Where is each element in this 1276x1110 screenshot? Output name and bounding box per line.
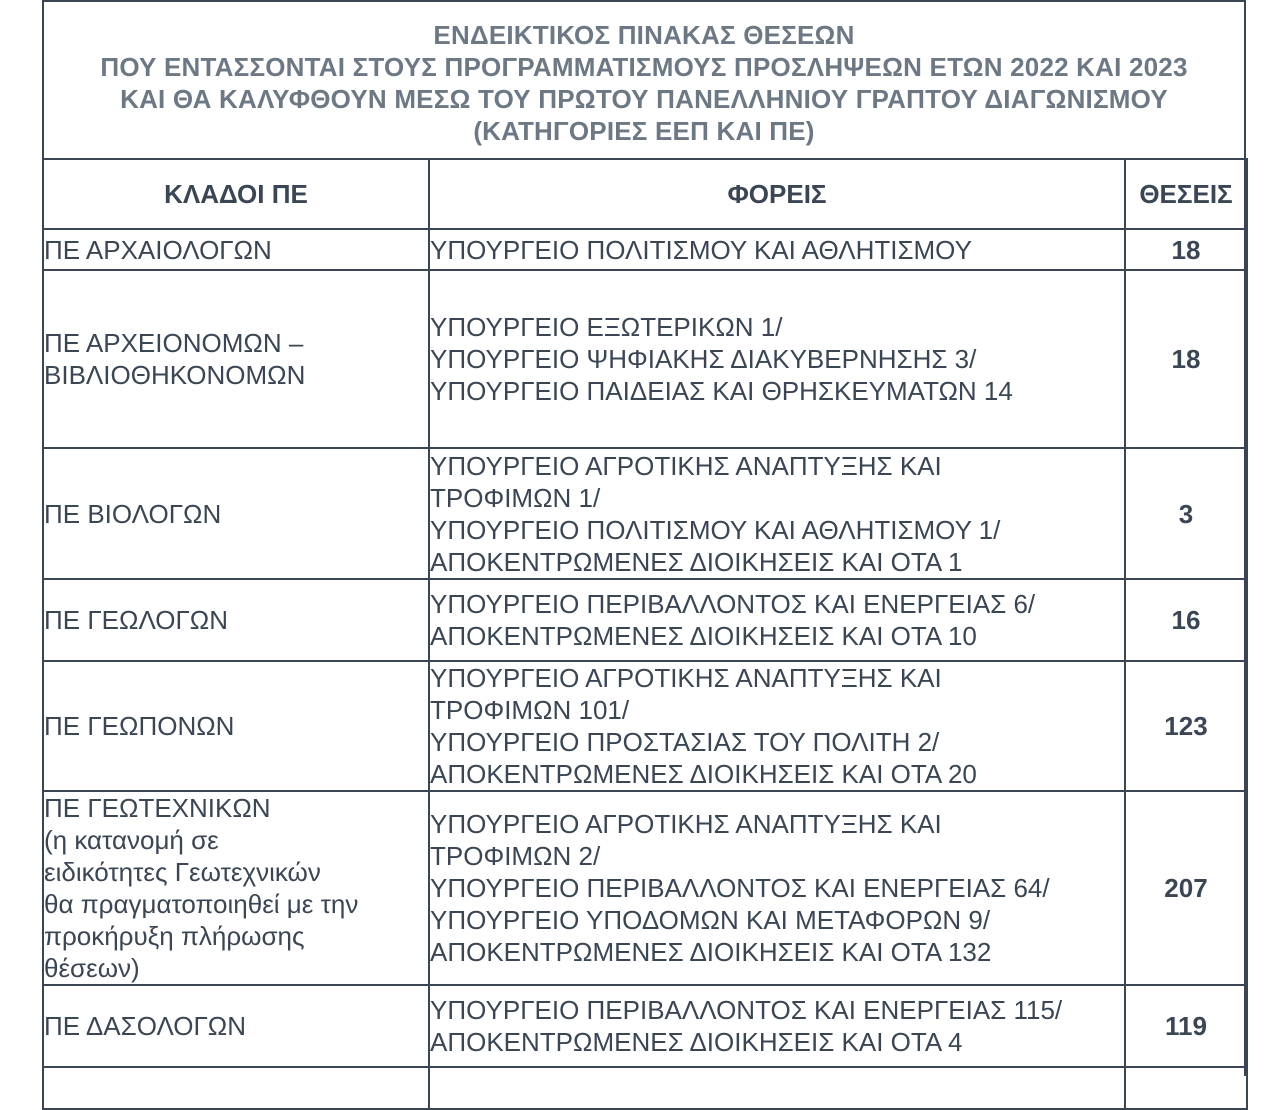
document-sheet [42, 0, 1246, 1076]
agencies-cell [429, 229, 1125, 270]
header-branch: ΚΛΑΔΟΙ ΠΕ [43, 159, 429, 229]
agency-line: ΥΠΟΥΡΓΕΙΟ ΠΑΙΔΕΙΑΣ ΚΑΙ ΘΡΗΣΚΕΥΜΑΤΩΝ 14 [430, 376, 1013, 406]
empty-cell [429, 1067, 1125, 1109]
branch-line: ΠΕ ΓΕΩΠΟΝΩΝ [44, 711, 235, 741]
branch-line: ΠΕ ΒΙΟΛΟΓΩΝ [44, 498, 222, 529]
title-line: ΚΑΙ ΘΑ ΚΑΛΥΦΘΟΥΝ ΜΕΣΩ ΤΟΥ ΠΡΩΤΟΥ ΠΑΝΕΛΛΗΝΙΟΥ ΓΡΑΠΤΟΥ ΔΙΑΓΩΝΙΣΜΟΥ [120, 84, 1168, 114]
table-row [43, 661, 1247, 791]
agency-line: ΤΡΟΦΙΜΩΝ 2/ [430, 841, 601, 871]
branch-line: (η κατανομή σε [44, 825, 219, 855]
table-row-partial [43, 1067, 1247, 1109]
branch-line: ΠΕ ΑΡΧΕΙΟΝΟΜΩΝ – [44, 328, 304, 358]
branch-line: ειδικότητες Γεωτεχνικών [44, 857, 321, 887]
branch-line: προκήρυξη πλήρωσης [44, 921, 305, 951]
branch-cell [43, 229, 429, 270]
title-line: (ΚΑΤΗΓΟΡΙΕΣ ΕΕΠ ΚΑΙ ΠΕ) [473, 116, 815, 146]
positions-cell: 18 [1125, 229, 1247, 270]
table-row [43, 270, 1247, 448]
agency-line: ΥΠΟΥΡΓΕΙΟ ΕΞΩΤΕΡΙΚΩΝ 1/ [430, 312, 783, 342]
positions-cell: 119 [1125, 985, 1247, 1067]
branch-cell [43, 985, 429, 1067]
branch-line: θα πραγματοποιηθεί με την [44, 889, 359, 919]
agency-line: ΥΠΟΥΡΓΕΙΟ ΠΟΛΙΤΙΣΜΟΥ ΚΑΙ ΑΘΛΗΤΙΣΜΟΥ 1/ [430, 514, 1001, 545]
agency-line: ΑΠΟΚΕΝΤΡΩΜΕΝΕΣ ΔΙΟΙΚΗΣΕΙΣ ΚΑΙ ΟΤΑ 1 [430, 546, 963, 577]
agency-line: ΥΠΟΥΡΓΕΙΟ ΨΗΦΙΑΚΗΣ ΔΙΑΚΥΒΕΡΝΗΣΗΣ 3/ [430, 344, 977, 374]
agency-line: ΥΠΟΥΡΓΕΙΟ ΠΕΡΙΒΑΛΛΟΝΤΟΣ ΚΑΙ ΕΝΕΡΓΕΙΑΣ 6/ [430, 589, 1036, 619]
empty-cell [1125, 1067, 1247, 1109]
table-row [43, 448, 1247, 579]
agencies-cell [429, 661, 1125, 791]
agencies-cell [429, 270, 1125, 448]
branch-line: ΠΕ ΓΕΩΛΟΓΩΝ [44, 605, 229, 635]
branch-line: ΒΙΒΛΙΟΘΗΚΟΝΟΜΩΝ [44, 360, 306, 390]
agencies-cell [429, 579, 1125, 661]
agencies-cell [429, 791, 1125, 985]
agency-line: ΥΠΟΥΡΓΕΙΟ ΑΓΡΟΤΙΚΗΣ ΑΝΑΠΤΥΞΗΣ ΚΑΙ [430, 663, 942, 693]
branch-line: ΠΕ ΔΑΣΟΛΟΓΩΝ [44, 1011, 247, 1041]
table-title [44, 0, 1244, 160]
agency-line: ΥΠΟΥΡΓΕΙΟ ΠΕΡΙΒΑΛΛΟΝΤΟΣ ΚΑΙ ΕΝΕΡΓΕΙΑΣ 64/ [430, 873, 1050, 903]
agency-line: ΥΠΟΥΡΓΕΙΟ ΠΡΟΣΤΑΣΙΑΣ ΤΟΥ ΠΟΛΙΤΗ 2/ [430, 727, 940, 757]
table-row [43, 579, 1247, 661]
branch-cell [43, 270, 429, 448]
positions-table [42, 158, 1248, 1110]
agencies-cell [429, 448, 1125, 579]
branch-line: ΠΕ ΑΡΧΑΙΟΛΟΓΩΝ [44, 234, 272, 265]
agency-line: ΑΠΟΚΕΝΤΡΩΜΕΝΕΣ ΔΙΟΙΚΗΣΕΙΣ ΚΑΙ ΟΤΑ 10 [430, 621, 977, 651]
branch-cell [43, 791, 429, 985]
branch-cell [43, 579, 429, 661]
header-positions: ΘΕΣΕΙΣ [1125, 159, 1247, 229]
agency-line: ΑΠΟΚΕΝΤΡΩΜΕΝΕΣ ΔΙΟΙΚΗΣΕΙΣ ΚΑΙ ΟΤΑ 20 [430, 759, 977, 789]
table-row [43, 985, 1247, 1067]
positions-cell: 16 [1125, 579, 1247, 661]
agency-line: ΥΠΟΥΡΓΕΙΟ ΥΠΟΔΟΜΩΝ ΚΑΙ ΜΕΤΑΦΟΡΩΝ 9/ [430, 905, 991, 935]
table-row [43, 229, 1247, 270]
positions-cell: 3 [1125, 448, 1247, 579]
title-line: ΕΝΔΕΙΚΤΙΚΟΣ ΠΙΝΑΚΑΣ ΘΕΣΕΩΝ [433, 20, 855, 50]
agency-line: ΥΠΟΥΡΓΕΙΟ ΑΓΡΟΤΙΚΗΣ ΑΝΑΠΤΥΞΗΣ ΚΑΙ [430, 809, 942, 839]
branch-line: θέσεων) [44, 953, 140, 983]
agency-line: ΥΠΟΥΡΓΕΙΟ ΠΕΡΙΒΑΛΛΟΝΤΟΣ ΚΑΙ ΕΝΕΡΓΕΙΑΣ 115/ [430, 995, 1063, 1025]
branch-cell [43, 661, 429, 791]
agencies-cell [429, 985, 1125, 1067]
header-agencies: ΦΟΡΕΙΣ [429, 159, 1125, 229]
agency-line: ΑΠΟΚΕΝΤΡΩΜΕΝΕΣ ΔΙΟΙΚΗΣΕΙΣ ΚΑΙ ΟΤΑ 132 [430, 937, 992, 967]
agency-line: ΥΠΟΥΡΓΕΙΟ ΠΟΛΙΤΙΣΜΟΥ ΚΑΙ ΑΘΛΗΤΙΣΜΟΥ [430, 234, 972, 265]
empty-cell [43, 1067, 429, 1109]
title-line: ΠΟΥ ΕΝΤΑΣΣΟΝΤΑΙ ΣΤΟΥΣ ΠΡΟΓΡΑΜΜΑΤΙΣΜΟΥΣ ΠΡΟΣΛΗΨΕΩΝ ΕΤΩΝ 2022 ΚΑΙ 2023 [100, 52, 1188, 82]
agency-line: ΤΡΟΦΙΜΩΝ 101/ [430, 695, 630, 725]
agency-line: ΤΡΟΦΙΜΩΝ 1/ [430, 482, 601, 513]
agency-line: ΑΠΟΚΕΝΤΡΩΜΕΝΕΣ ΔΙΟΙΚΗΣΕΙΣ ΚΑΙ ΟΤΑ 4 [430, 1027, 963, 1057]
table-row [43, 791, 1247, 985]
branch-line: ΠΕ ΓΕΩΤΕΧΝΙΚΩΝ [44, 793, 271, 823]
positions-cell: 207 [1125, 791, 1247, 985]
table-header-row [43, 159, 1247, 229]
positions-cell: 123 [1125, 661, 1247, 791]
branch-cell [43, 448, 429, 579]
agency-line: ΥΠΟΥΡΓΕΙΟ ΑΓΡΟΤΙΚΗΣ ΑΝΑΠΤΥΞΗΣ ΚΑΙ [430, 450, 942, 481]
positions-cell: 18 [1125, 270, 1247, 448]
